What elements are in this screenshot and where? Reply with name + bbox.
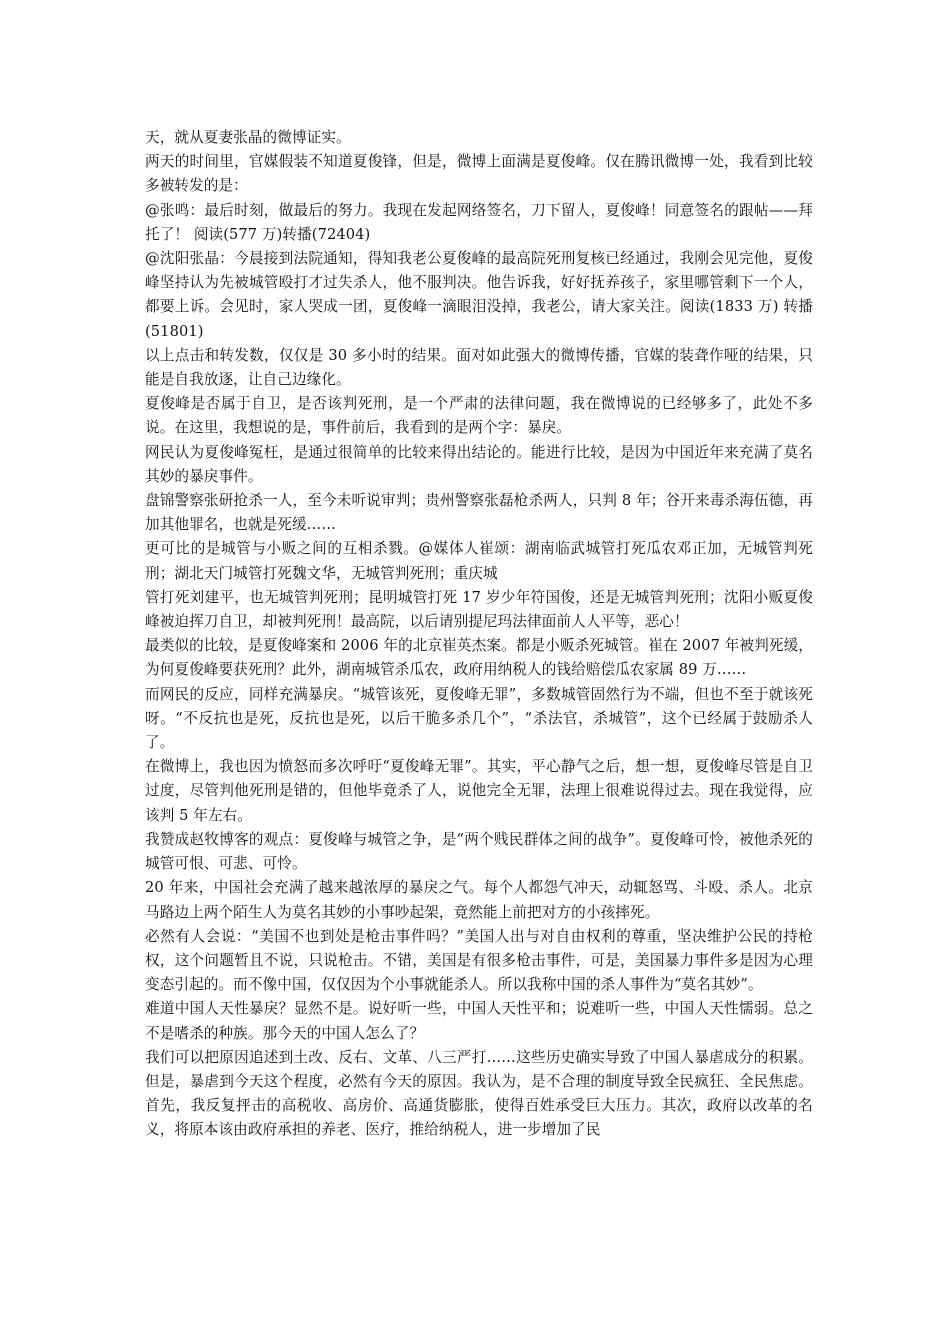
paragraph: 更可比的是城管与小贩之间的互相杀戮。@媒体人崔颂：湖南临武城管打死瓜农邓正加，无城管判死刑；湖北天门城管打死魏文华，无城管判死刑；重庆城 [145, 540, 813, 582]
paragraph: 而网民的反应，同样充满暴戾。“城管该死，夏俊峰无罪”，多数城管固然行为不端，但也不至于就该死呀。“不反抗也是死，反抗也是死，以后干脆多杀几个”，“杀法官，杀城管”，这个已经属于鼓励杀人了。 [145, 685, 813, 752]
paragraph: 必然有人会说：“美国不也到处是枪击事件吗？”美国人出与对自由权利的尊重，坚决维护公民的持枪权，这个问题暂且不说，只说枪击。不错，美国是有很多枪击事件，可是，美国暴力事件多是因为心理变态引起的。而不像中国，仅仅因为个小事就能杀人。所以我称中国的杀人事件为“莫名其妙”。 [145, 927, 813, 994]
paragraph: 两天的时间里，官媒假装不知道夏俊锋，但是，微博上面满是夏俊峰。仅在腾讯微博一处，我看到比较多被转发的是： [145, 153, 813, 195]
paragraph: 夏俊峰是否属于自卫，是否该判死刑，是一个严肃的法律问题，我在微博说的已经够多了，此处不多说。在这里，我想说的是，事件前后，我看到的是两个字：暴戾。 [145, 395, 813, 437]
paragraph: 20 年来，中国社会充满了越来越浓厚的暴戾之气。每个人都怨气冲天，动辄怒骂、斗殴、杀人。北京马路边上两个陌生人为莫名其妙的小事吵起架，竟然能上前把对方的小孩摔死。 [145, 879, 813, 921]
paragraph: 网民认为夏俊峰冤枉，是通过很简单的比较来得出结论的。能进行比较，是因为中国近年来充满了莫名其妙的暴戾事件。 [145, 443, 813, 485]
paragraph: 我们可以把原因追述到土改、反右、文革、八三严打……这些历史确实导致了中国人暴虐成分的积累。但是，暴虐到今天这个程度，必然有今天的原因。我认为，是不合理的制度导致全民疯狂、全民焦虑。首先，我反复抨击的高税收、高房价、高通货膨胀，使得百姓承受巨大压力。其次，政府以改革的名义，将原本该由政府承担的养老、医疗，推给纳税人，进一步增加了民 [145, 1048, 813, 1139]
paragraph: 以上点击和转发数，仅仅是 30 多小时的结果。面对如此强大的微博传播，官媒的装聋作哑的结果，只能是自我放逐，让自己边缘化。 [145, 346, 813, 389]
paragraph: 盘锦警察张研抢杀一人，至今未听说审判；贵州警察张磊枪杀两人，只判 8 年；谷开来毒杀海伍德，再加其他罪名，也就是死缓…… [145, 492, 813, 534]
paragraph: 在微博上，我也因为愤怒而多次呼吁“夏俊峰无罪”。其实，平心静气之后，想一想，夏俊峰尽管是自卫过度，尽管判他死刑是错的，但他毕竟杀了人，说他完全无罪，法理上很难说得过去。现在我觉得，应该判 5 年左右。 [145, 758, 813, 824]
paragraph: 天，就从夏妻张晶的微博证实。 [145, 129, 351, 146]
paragraph: 难道中国人天性暴戾？显然不是。说好听一些，中国人天性平和；说难听一些，中国人天性懦弱。总之不是嗜杀的种族。那今天的中国人怎么了？ [145, 1000, 813, 1042]
article-body [145, 126, 813, 1143]
paragraph: 最类似的比较，是夏俊峰案和 2006 年的北京崔英杰案。都是小贩杀死城管。崔在 2007 年被判死缓，为何夏俊峰要获死刑？此外，湖南城管杀瓜农，政府用纳税人的钱给赔偿瓜农家属 89 万…… [145, 637, 813, 679]
paragraph: 我赞成赵牧博客的观点：夏俊峰与城管之争，是“两个贱民群体之间的战争”。夏俊峰可怜，被他杀死的城管可恨、可悲、可怜。 [145, 830, 813, 873]
weibo-quote-zhangming: @张鸣：最后时刻，做最后的努力。我现在发起网络签名，刀下留人，夏俊峰！同意签名的跟帖——拜托了！ 阅读(577 万)转播(72404) [145, 201, 813, 243]
weibo-quote-zhangjing: @沈阳张晶：今晨接到法院通知，得知我老公夏俊峰的最高院死刑复核已经通过，我刚会见完他，夏俊峰坚持认为先被城管殴打才过失杀人，他不服判决。他告诉我，好好抚养孩子，家里哪管剩下一个人，都要上诉。会见时，家人哭成一团，夏俊峰一滴眼泪没掉，我老公，请大家关注。阅读(1833 万) 转播(51801) [145, 250, 813, 340]
paragraph: 管打死刘建平，也无城管判死刑；昆明城管打死 17 岁少年符国俊，还是无城管判死刑；沈阳小贩夏俊峰被迫挥刀自卫，却被判死刑！最高院，以后请别提尼玛法律面前人人平等，恶心！ [145, 588, 813, 631]
